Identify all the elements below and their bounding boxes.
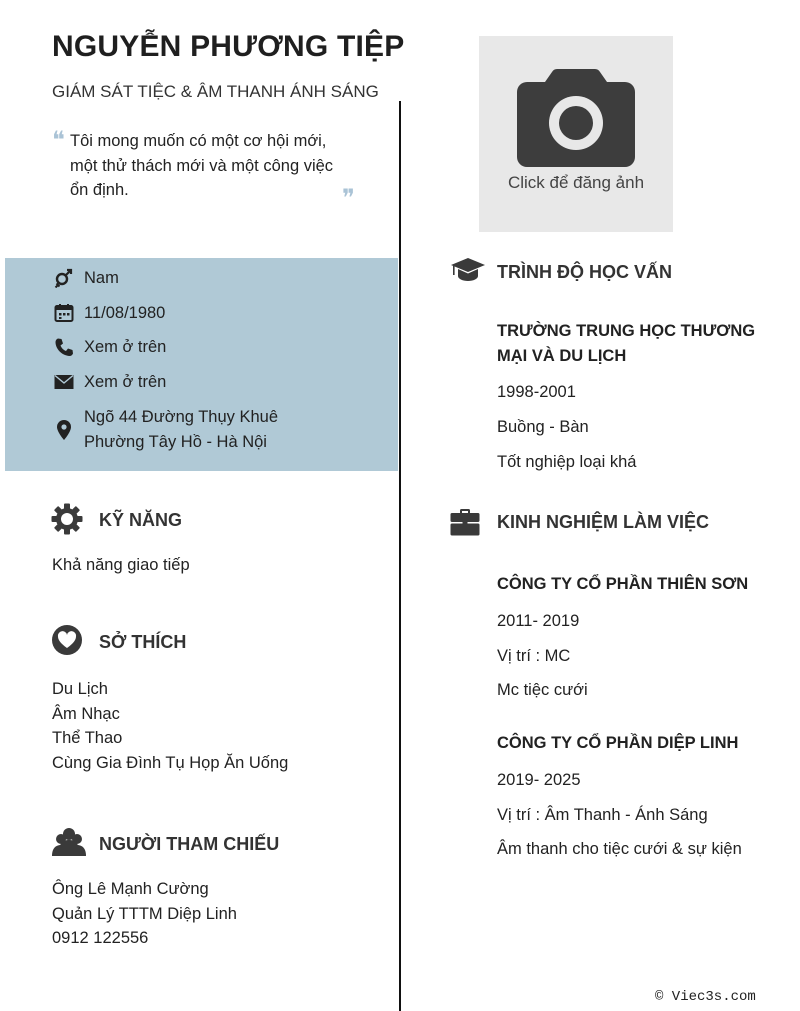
contact-gender bbox=[53, 266, 119, 291]
references-list bbox=[52, 877, 237, 951]
job-position: Vị trí : MC bbox=[497, 647, 571, 665]
quote-close-icon: ❞ bbox=[342, 184, 355, 212]
address-line-1: Ngõ 44 Đường Thụy Khuê bbox=[84, 408, 279, 426]
briefcase-icon bbox=[450, 508, 480, 536]
job-description: Mc tiệc cưới bbox=[497, 681, 588, 699]
gear-icon bbox=[51, 503, 83, 535]
hobbies-list bbox=[52, 677, 288, 776]
hobby-item: Âm Nhạc bbox=[52, 704, 120, 723]
photo-upload[interactable] bbox=[479, 36, 673, 232]
skills-title: KỸ NĂNG bbox=[99, 510, 183, 530]
graduation-cap-icon bbox=[450, 257, 486, 283]
job-company: CÔNG TY CỔ PHẦN THIÊN SƠN bbox=[497, 575, 749, 593]
hobby-item: Du Lịch bbox=[52, 680, 108, 698]
hobbies-title: SỞ THÍCH bbox=[99, 632, 187, 652]
calendar-icon bbox=[53, 302, 75, 324]
hobby-item: Cùng Gia Đình Tụ Họp Ăn Uống bbox=[52, 754, 289, 773]
map-pin-icon bbox=[53, 419, 75, 441]
education-years: 1998-2001 bbox=[497, 383, 576, 401]
candidate-name: NGUYỄN PHƯƠNG TIỆP bbox=[52, 30, 405, 63]
column-divider bbox=[399, 101, 401, 1011]
photo-upload-label: Click để đăng ảnh bbox=[507, 173, 645, 192]
education-major: Buồng - Bàn bbox=[497, 418, 589, 436]
job-years: 2011- 2019 bbox=[497, 612, 580, 630]
contact-email bbox=[53, 370, 166, 395]
contact-phone bbox=[53, 335, 166, 360]
contact-box bbox=[5, 258, 398, 471]
contact-birthday bbox=[53, 301, 165, 326]
job-position: Vị trí : Âm Thanh - Ánh Sáng bbox=[497, 806, 708, 824]
skill-item: Khả năng giao tiếp bbox=[52, 556, 190, 574]
phone-value: Xem ở trên bbox=[84, 338, 167, 356]
job-description: Âm thanh cho tiệc cưới & sự kiện bbox=[497, 840, 742, 858]
footer-copyright: © Viec3s.com bbox=[655, 989, 756, 1005]
skills-list bbox=[52, 553, 190, 578]
hobby-item: Thể Thao bbox=[52, 729, 123, 748]
job-title: GIÁM SÁT TIỆC & ÂM THANH ÁNH SÁNG bbox=[52, 82, 379, 101]
people-icon bbox=[51, 826, 87, 858]
job-company: CÔNG TY CỔ PHẦN DIỆP LINH bbox=[497, 734, 739, 752]
reference-line: 0912 122556 bbox=[52, 929, 149, 948]
contact-address bbox=[53, 405, 278, 454]
objective-text: Tôi mong muốn có một cơ hội mới, một thử thách mới và một công việc ổn định. bbox=[70, 132, 334, 199]
experience-title: KINH NGHIỆM LÀM VIỆC bbox=[497, 512, 710, 532]
education-result: Tốt nghiệp loại khá bbox=[497, 453, 637, 471]
quote-open-icon: ❝ bbox=[52, 126, 65, 154]
job-years: 2019- 2025 bbox=[497, 771, 581, 789]
heart-icon bbox=[51, 624, 83, 656]
envelope-icon bbox=[53, 371, 75, 393]
gender-value: Nam bbox=[84, 269, 119, 287]
email-value: Xem ở trên bbox=[84, 373, 167, 391]
birthday-value: 11/08/1980 bbox=[84, 304, 166, 322]
education-school: TRƯỜNG TRUNG HỌC THƯƠNG MẠI VÀ DU LỊCH bbox=[497, 322, 756, 365]
reference-line: Quản Lý TTTM Diệp Linh bbox=[52, 904, 237, 923]
camera-icon bbox=[517, 65, 635, 167]
reference-line: Ông Lê Mạnh Cường bbox=[52, 880, 209, 898]
address-value bbox=[84, 405, 278, 454]
address-line-2: Phường Tây Hồ - Hà Nội bbox=[84, 432, 267, 451]
references-title: NGƯỜI THAM CHIẾU bbox=[99, 834, 280, 854]
gender-icon bbox=[53, 267, 75, 289]
phone-icon bbox=[53, 336, 75, 358]
education-title: TRÌNH ĐỘ HỌC VẤN bbox=[497, 262, 672, 282]
